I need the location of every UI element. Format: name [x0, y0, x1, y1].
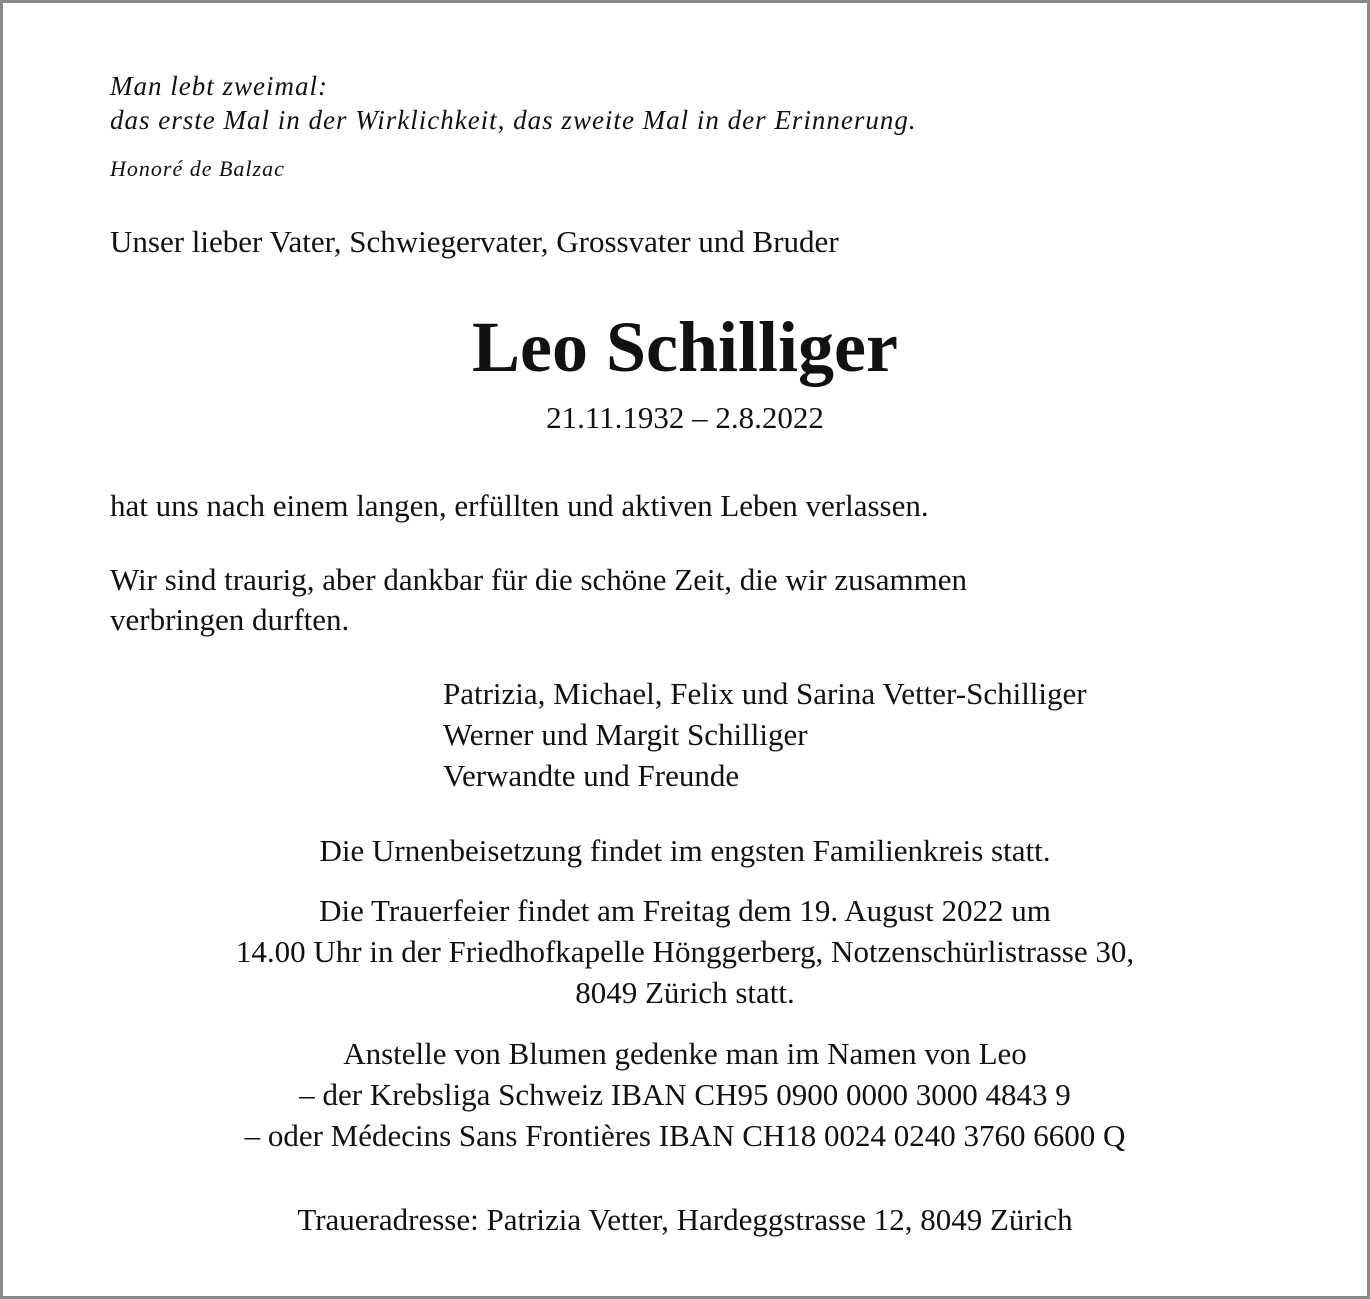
mourning-address: Traueradresse: Patrizia Vetter, Hardeggstrasse 12, 8049 Zürich — [297, 1202, 1073, 1237]
quote-author: Honoré de Balzac — [110, 156, 285, 181]
message-para2-line-1: Wir sind traurig, aber dankbar für die schöne Zeit, die wir zusammen — [110, 562, 967, 597]
life-dates: 21.11.1932 – 2.8.2022 — [546, 400, 824, 435]
quote-line-1: Man lebt zweimal: — [110, 71, 328, 101]
donation-line: – oder Médecins Sans Frontières IBAN CH18 0024 0240 3760 6600 Q — [244, 1118, 1126, 1153]
message-line-1: hat uns nach einem langen, erfüllten und aktiven Leben verlassen. — [110, 488, 929, 523]
deceased-name: Leo Schilliger — [472, 307, 898, 387]
service-line: 14.00 Uhr in der Friedhofkapelle Hönggerberg, Notzenschürlistrasse 30, — [235, 934, 1135, 969]
intro-text: Unser lieber Vater, Schwiegervater, Grossvater und Bruder — [110, 224, 839, 259]
donation-line: – der Krebsliga Schweiz IBAN CH95 0900 0000 3000 4843 9 — [299, 1077, 1071, 1112]
mourner-line: Werner und Margit Schilliger — [443, 717, 808, 752]
urn-burial-note: Die Urnenbeisetzung findet im engsten Familienkreis statt. — [319, 833, 1051, 868]
donation-line: Anstelle von Blumen gedenke man im Namen von Leo — [343, 1036, 1027, 1071]
message-paragraph-2 — [110, 560, 967, 640]
mourner-line: Patrizia, Michael, Felix und Sarina Vetter-Schilliger — [443, 676, 1087, 711]
donation-info — [3, 1033, 1367, 1156]
mourners-list — [443, 673, 1087, 796]
quote-block — [110, 69, 917, 137]
quote-line-2: das erste Mal in der Wirklichkeit, das zweite Mal in der Erinnerung. — [110, 105, 917, 135]
service-line: Die Trauerfeier findet am Freitag dem 19. August 2022 um — [319, 893, 1051, 928]
mourner-line: Verwandte und Freunde — [443, 758, 740, 793]
message-para2-line-2: verbringen durften. — [110, 602, 350, 637]
service-line: 8049 Zürich statt. — [575, 975, 795, 1010]
memorial-service-info — [3, 890, 1367, 1013]
